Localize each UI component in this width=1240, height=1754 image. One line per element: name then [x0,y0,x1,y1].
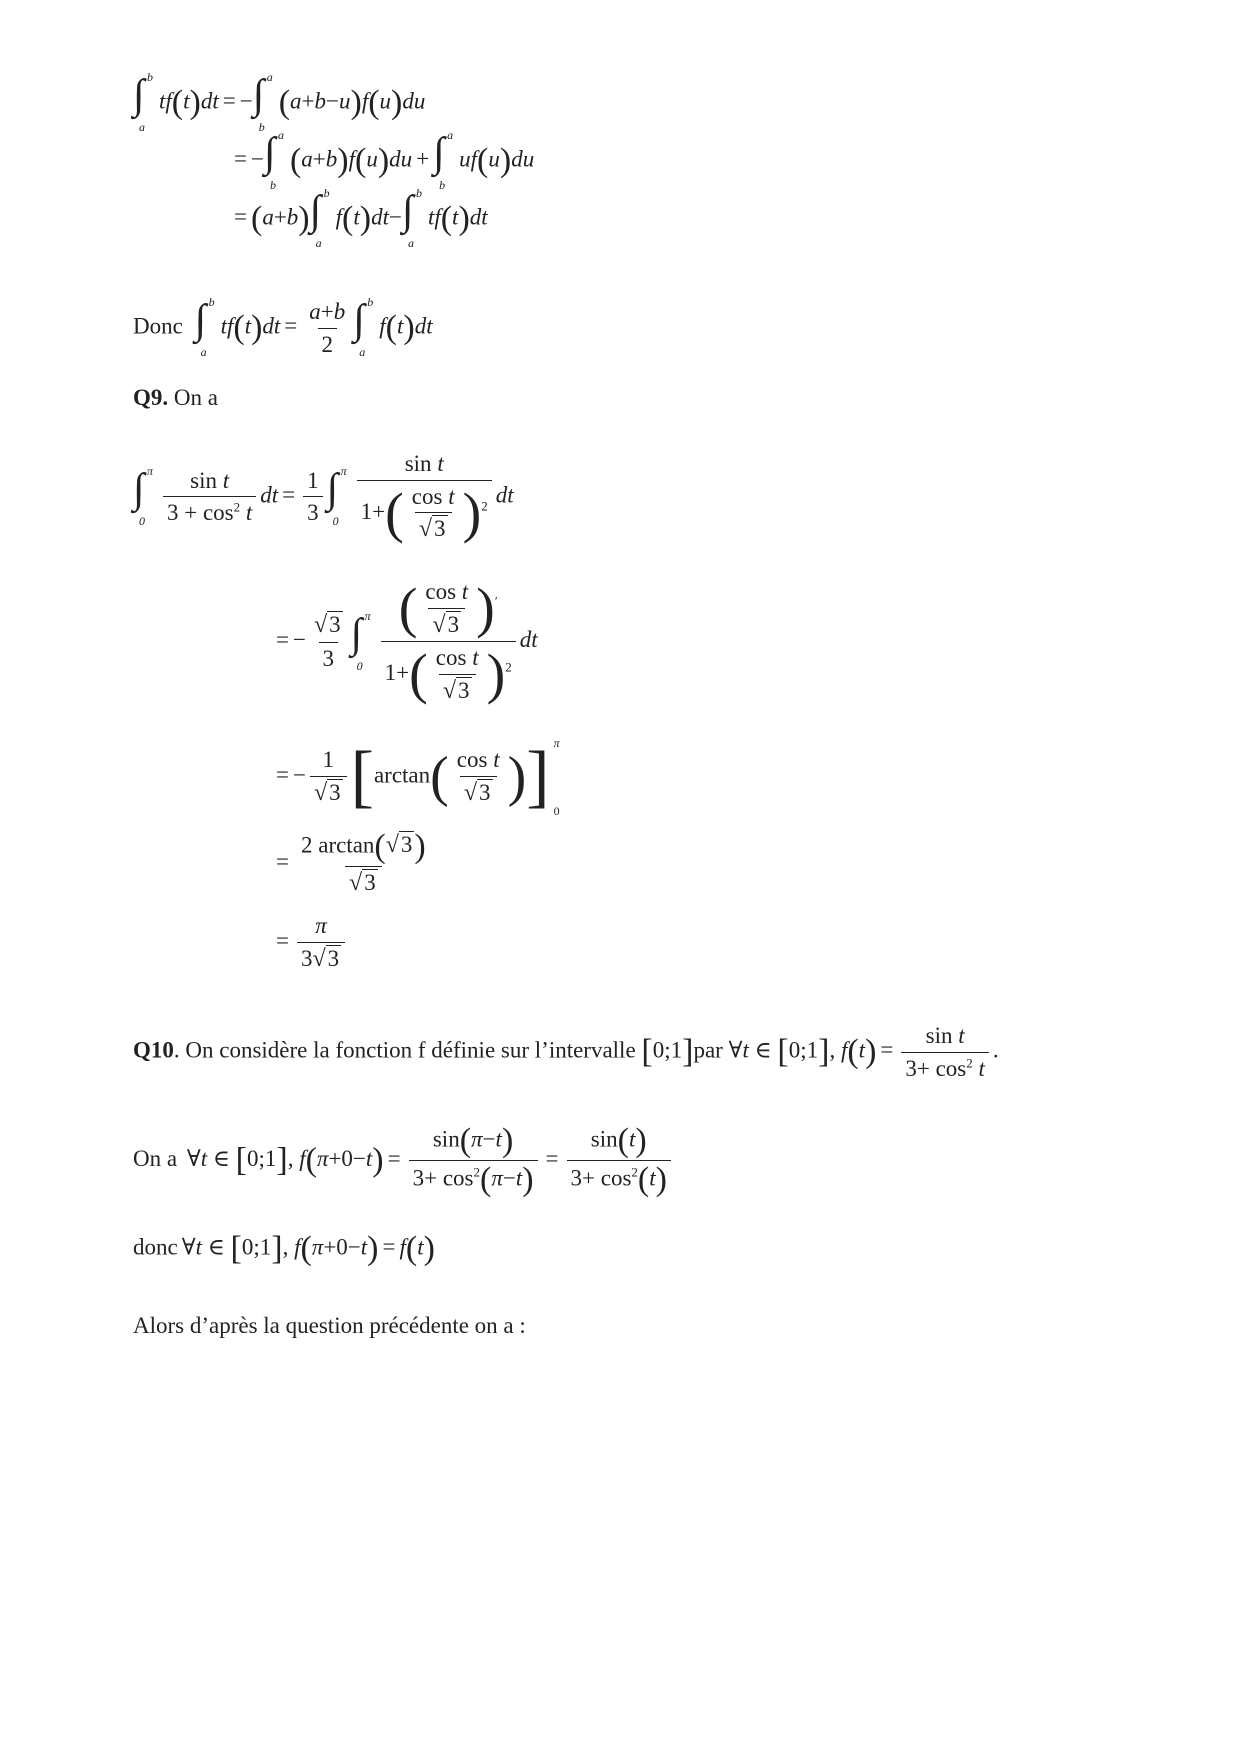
q9-heading [133,384,218,412]
equation: ∫ b a tf(t)dt = $\frac{a+b}{2}$ ∫ b a f(t)dt [194,295,433,359]
q8-donc [133,295,433,359]
q9-step1 [133,450,514,544]
par-text: par [693,1037,723,1063]
defined-on-text: définie sur l’intervalle [431,1037,636,1063]
q9-step5 [272,912,349,973]
equation: ∀t ∈ [0;1], f(π+0−t) = f(t) [181,1230,435,1267]
equation: = − ∫ a b (a+b)f(u)du + ∫ a b uf(u)du [234,128,535,192]
q9-step4 [272,830,434,898]
q8-line3 [230,186,488,250]
equation: = $\frac{\pi}{3√3}$ [272,912,349,973]
equation: = (a+b) ∫ b a f(t)dt− ∫ b a tf(t)dt [234,186,488,250]
q9-step2 [272,578,538,706]
q9-step3 [272,736,560,818]
conclusion-text: Alors d’après la question précédente on a : [133,1313,526,1338]
question-label: Q10 [133,1037,174,1063]
equation: = − $\frac{1}{√3}$ [arctan( $\frac{\text{cos t}}{√3}$ )] π 0 [276,736,560,818]
question-intro: On a [173,385,218,410]
equation: = $\frac{2 \arctan(√3)}{√3}$ [276,828,426,896]
ona-label: On a [133,1145,178,1171]
equation: ∀t ∈ [0;1], f(t) = $\frac{\text{sin t}}{3+ \cos^2 t}$ [729,1022,993,1082]
equation: ∫ π 0 $\frac{\text{sin t}}{3 + \cos^2 t}$ dt = $\frac{1}{3}$ ∫ π 0 sin t 1+( $\frac{\text{cos t}}{√3}$ )$^2$ dt [133,451,514,545]
equation: ∀t ∈ [0;1], f(π+0−t) = $\frac{\sin(\pi-t)}{3+ \cos^2(\pi-t)}$ = $\frac{\sin(t)}{3+ \cos^2(t)}$ [187,1124,675,1197]
function-symbol: f [417,1037,426,1063]
q10-conclusion [133,1312,526,1340]
q10-ona [133,1124,675,1197]
equation: = − $\frac{√3}{3}$ ∫ π 0 ( $\frac{\text{cos t}}{√3}$ )′ 1+( $\frac{\text{cos t}}{√3}$ )$^2$ dt [276,577,538,707]
question-intro: . On considère la fonction [173,1037,413,1063]
q8-line1 [133,70,426,134]
donc-label: Donc [133,313,183,339]
q8-line2 [230,128,535,192]
q10-donc [133,1232,435,1266]
question-label: Q9. [133,385,169,410]
donc-label: donc [133,1234,178,1260]
period: . [992,1037,999,1063]
equation: ∫ b a tf(t)dt = − ∫ a b (a+b−u)f(u)du [133,70,426,134]
equation: [0;1] [641,1033,694,1071]
q10-heading [133,1022,999,1082]
